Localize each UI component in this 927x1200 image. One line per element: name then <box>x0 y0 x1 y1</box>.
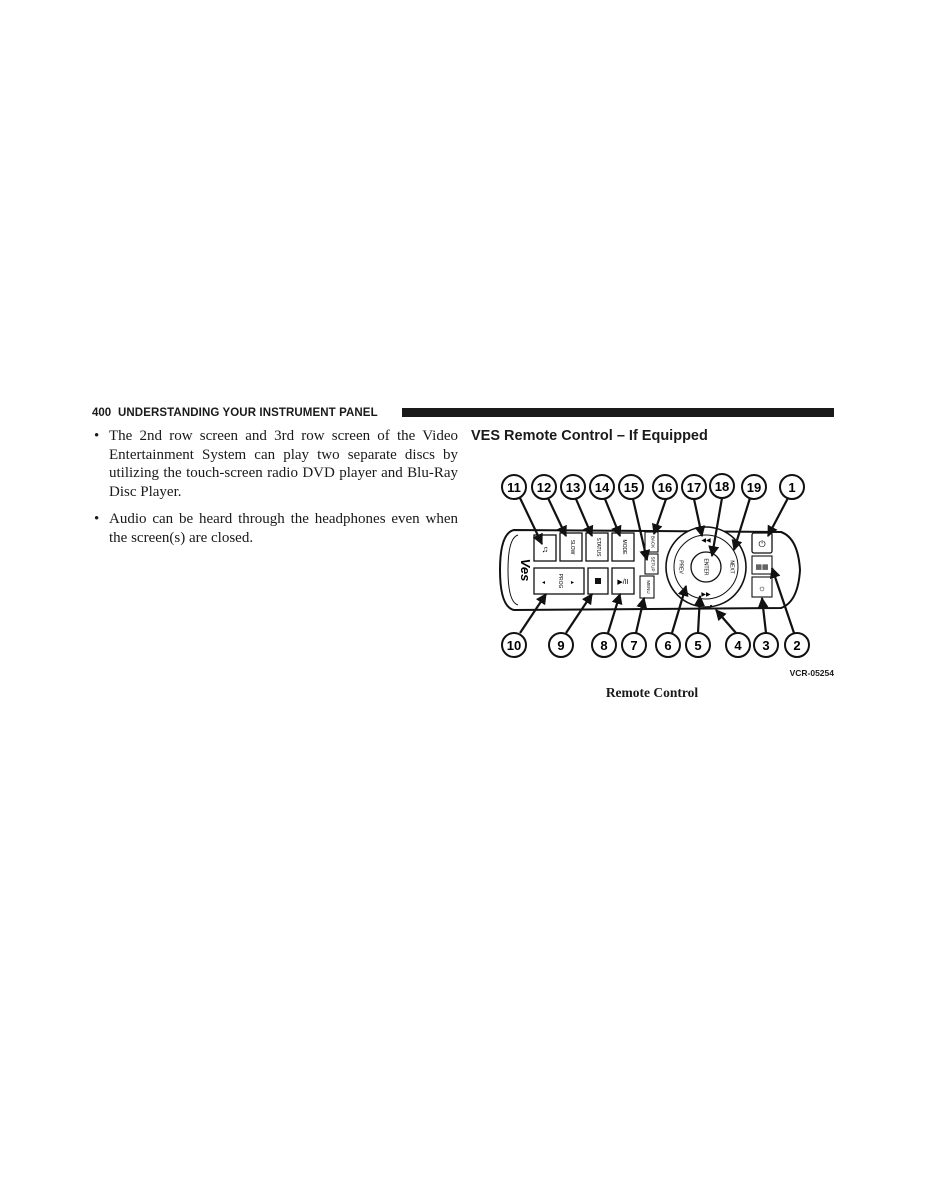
callout-label: 11 <box>507 480 521 495</box>
callout-label: 18 <box>714 479 730 494</box>
bullet-dot-icon: • <box>94 428 100 444</box>
remote-control-illustration <box>496 470 836 682</box>
callouts-bottom <box>502 633 809 657</box>
play-pause-icon: ▶/II <box>617 579 629 586</box>
prog-label: PROG <box>557 573 563 589</box>
callout-label: 13 <box>565 480 581 495</box>
figure-caption: Remote Control <box>605 685 699 700</box>
stop-icon <box>595 578 601 584</box>
page-number: 400 <box>92 407 112 419</box>
callout-label: 14 <box>594 480 610 495</box>
section-heading: VES Remote Control – If Equipped <box>471 428 708 444</box>
back-label: BACK <box>650 535 656 549</box>
bullet-item <box>92 427 458 501</box>
page-header <box>92 405 834 421</box>
remote-screen-icon: ▪ <box>709 603 713 610</box>
menu-label: MENU <box>646 580 651 594</box>
prog-up-icon: ▸ <box>571 580 575 586</box>
callout-label: 6 <box>664 638 672 653</box>
light-icon: ☼ <box>757 583 767 593</box>
screen-select-icon: ▦▦ <box>755 564 769 571</box>
bullet-text: The 2nd row screen and 3rd row screen of the Video Entertainment System can play two separate discs by utilizing the touch-screen radio DVD player and Blu-Ray Disc Player. <box>109 428 458 500</box>
callout-label: 1 <box>788 480 796 495</box>
figure-code: VCR-05254 <box>789 668 834 678</box>
ves-logo: Ves <box>518 558 533 582</box>
right-column <box>471 427 835 444</box>
prog-down-icon: ◂ <box>542 580 546 586</box>
enter-label: ENTER <box>702 558 709 576</box>
fast-forward-icon: ▶▶ <box>701 592 711 598</box>
status-label: STATUS <box>595 537 601 557</box>
header-rule <box>402 408 834 417</box>
slow-label: SLOW <box>569 539 575 555</box>
callout-label: 8 <box>600 638 608 653</box>
callouts-top <box>502 474 804 499</box>
prev-label: PREV <box>677 560 684 574</box>
callout-label: 9 <box>557 638 565 653</box>
left-column <box>92 427 458 556</box>
callout-label: 19 <box>746 480 762 495</box>
callout-label: 5 <box>694 638 702 653</box>
callout-label: 10 <box>506 638 522 653</box>
callout-label: 2 <box>793 638 801 653</box>
setup-label: SETUP <box>650 556 656 572</box>
rewind-icon: ◀◀ <box>701 538 711 544</box>
callout-label: 3 <box>762 638 770 653</box>
callout-label: 4 <box>734 638 742 653</box>
headphone-icon: ♫ <box>541 544 549 554</box>
callout-label: 12 <box>536 480 552 495</box>
callout-label: 17 <box>686 480 702 495</box>
next-label: NEXT <box>728 560 735 574</box>
callout-label: 7 <box>630 638 638 653</box>
remote-control-figure <box>496 470 836 682</box>
bullet-item <box>92 510 458 547</box>
callout-label: 15 <box>623 480 639 495</box>
bullet-dot-icon: • <box>94 511 100 527</box>
section-title: UNDERSTANDING YOUR INSTRUMENT PANEL <box>118 407 378 419</box>
power-icon: ⏻ <box>758 539 766 549</box>
callout-label: 16 <box>657 480 673 495</box>
mode-label: MODE <box>621 539 627 555</box>
bullet-text: Audio can be heard through the headphones even when the screen(s) are closed. <box>109 511 458 546</box>
